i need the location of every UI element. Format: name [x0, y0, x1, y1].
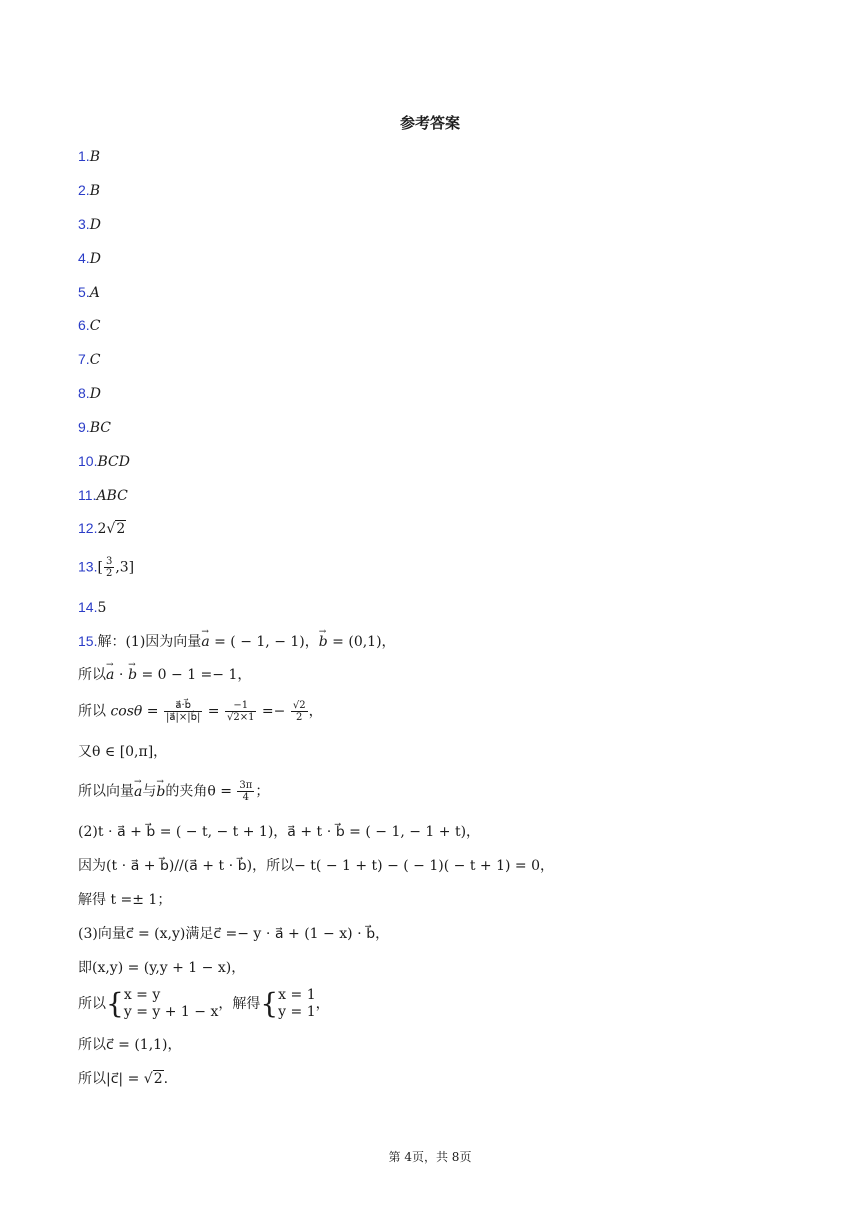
answer-number: 4.: [78, 250, 90, 266]
interval-open: [: [97, 559, 103, 576]
denominator: 4: [242, 792, 250, 803]
answer-number: 2.: [78, 182, 90, 198]
answer-value: C: [89, 352, 101, 368]
system-row: y = 1: [278, 1004, 316, 1020]
answer-value: 5: [97, 600, 107, 616]
text-segment: 所以|c⃗| =: [78, 1071, 144, 1087]
answer-4: [78, 248, 101, 269]
answer-13: [78, 556, 134, 579]
text-segment: ⋅: [114, 667, 129, 683]
denominator: 2: [296, 712, 303, 723]
text-segment: ，解得: [218, 996, 261, 1012]
text-segment: = (0,1)，: [327, 634, 396, 650]
answer-number: 7.: [78, 351, 90, 367]
text-segment: = 0 − 1 =− 1，: [137, 667, 252, 683]
answer-number: 13.: [78, 558, 98, 575]
numerator: √2: [292, 700, 306, 711]
text-segment: ，: [315, 996, 330, 1012]
answer-value: C: [89, 318, 101, 334]
solution-15-line-8: 解得 t =± 1；: [78, 892, 172, 908]
solution-15-line-7: 因为(t ⋅ a⃗ + b⃗)//(a⃗ + t ⋅ b⃗)，所以− t( − 1 + t) − ( − 1)( − t + 1) = 0，: [78, 858, 554, 874]
text-segment: 与: [142, 783, 157, 800]
answer-number: 5.: [78, 284, 90, 300]
answer-value: BCD: [97, 454, 130, 470]
fraction: [225, 700, 256, 723]
text-segment: 所以: [78, 703, 111, 720]
answer-number: 9.: [78, 419, 90, 435]
solution-15-line-10: 即(x,y) = (y,y + 1 − x)，: [78, 960, 246, 976]
solution-15-line-6: (2)t ⋅ a⃗ + b⃗ = ( − t, − t + 1)，a⃗ + t ⋅ b⃗ = ( − 1, − 1 + t)，: [78, 824, 481, 840]
answer-value: ABC: [96, 488, 128, 504]
page-footer: 第 4页，共 8页: [388, 1150, 472, 1164]
solution-15-line-5: [78, 780, 269, 803]
answer-11: [78, 485, 128, 506]
answer-8: [78, 383, 101, 404]
text-segment: 所以: [78, 996, 106, 1012]
answer-7: [78, 349, 100, 370]
denominator: 2: [105, 568, 113, 579]
cos-theta: cosθ: [110, 703, 143, 720]
answer-number: 1.: [78, 148, 90, 164]
answer-value: A: [89, 285, 100, 301]
system-row: y = y + 1 − x: [123, 1004, 219, 1020]
solution-15-line-3: [78, 700, 323, 723]
vector-b: → b: [156, 782, 165, 802]
text-segment: .: [163, 1071, 169, 1087]
answer-number: 11.: [78, 487, 97, 503]
vector-a: → a: [134, 782, 142, 802]
answer-2: [78, 180, 100, 201]
fraction: [164, 700, 202, 723]
numerator: 3: [105, 556, 113, 567]
equation-system: [278, 987, 315, 1021]
left-brace: {: [260, 987, 279, 1020]
denominator: √2×1: [226, 712, 255, 723]
page-title: 参考答案: [399, 114, 460, 132]
sqrt-expression: √2: [106, 521, 126, 537]
answer-6: [78, 315, 100, 336]
text-segment: 所以向量: [78, 783, 134, 800]
text-segment: =: [142, 703, 163, 720]
denominator: |a⃗|×|b⃗|: [165, 712, 201, 723]
system-row: x = y: [123, 987, 161, 1003]
answer-number: 10.: [78, 453, 98, 469]
solution-15-line-2: [78, 665, 251, 685]
answer-value: D: [89, 217, 101, 233]
solution-15-line-9: (3)向量c⃗ = (x,y)满足c⃗ =− y ⋅ a⃗ + (1 − x) ⋅ b⃗，: [78, 926, 390, 942]
vector-a: → a: [106, 665, 114, 685]
answer-14: [78, 597, 106, 618]
solution-15-line-4: 又θ ∈ [0,π]，: [78, 744, 168, 760]
text-segment: ，: [308, 703, 323, 720]
fraction: [237, 780, 254, 803]
answer-3: [78, 214, 101, 235]
radicand: 2: [153, 1071, 163, 1087]
vector-a: → a: [201, 632, 209, 652]
text-segment: =−: [257, 703, 290, 720]
text-segment: 的夹角θ =: [165, 783, 237, 800]
text-segment: = ( − 1, − 1)，: [209, 634, 319, 650]
radicand: 2: [116, 521, 126, 537]
solution-15-line-11: [78, 986, 330, 1022]
answer-12: [78, 518, 126, 539]
text-segment: ；: [255, 783, 270, 800]
answer-number: 15.: [78, 633, 98, 649]
answer-1: [78, 146, 100, 167]
solution-15-line-1: [78, 631, 396, 652]
answer-value: BC: [89, 420, 111, 436]
vector-b: → b: [128, 665, 137, 685]
vector-b: → b: [319, 632, 328, 652]
answer-9: [78, 417, 111, 438]
answer-value: B: [89, 183, 100, 199]
solution-15-line-12: 所以c⃗ = (1,1)，: [78, 1037, 182, 1053]
answer-number: 14.: [78, 599, 98, 615]
system-row: x = 1: [278, 987, 316, 1003]
answer-5: [78, 282, 100, 303]
answer-value: D: [89, 386, 101, 402]
answer-coefficient: 2: [97, 521, 107, 537]
text-segment: 解：(1)因为向量: [97, 634, 202, 650]
answer-number: 12.: [78, 520, 98, 536]
text-segment: =: [203, 703, 224, 720]
answer-number: 3.: [78, 216, 90, 232]
interval-rest: ,3]: [115, 559, 135, 576]
numerator: 3π: [239, 780, 253, 791]
fraction: [291, 700, 308, 723]
numerator: a⃗·b⃗: [164, 700, 202, 712]
answer-number: 8.: [78, 385, 90, 401]
answer-number: 6.: [78, 317, 90, 333]
equation-system: [124, 987, 219, 1021]
answer-value: D: [89, 251, 101, 267]
numerator: −1: [225, 700, 256, 712]
fraction: [104, 556, 114, 579]
sqrt-expression: √2: [143, 1071, 163, 1087]
left-brace: {: [106, 987, 124, 1020]
text-segment: 所以: [78, 667, 106, 683]
answer-value: B: [89, 149, 100, 165]
answer-10: [78, 451, 130, 472]
solution-15-line-13: [78, 1069, 168, 1089]
